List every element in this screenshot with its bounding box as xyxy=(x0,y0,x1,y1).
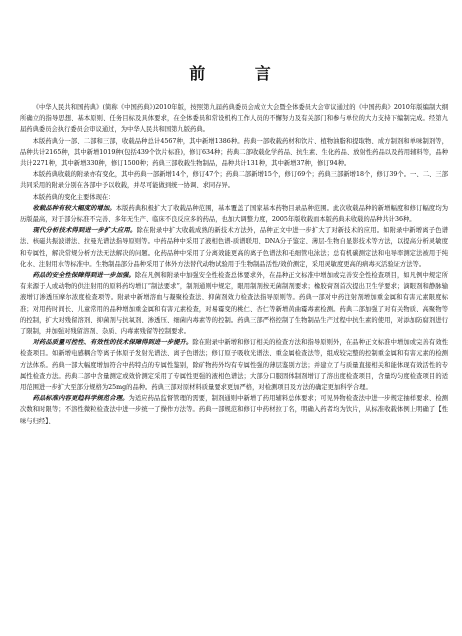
paragraph: 现代分析技术得到进一步扩大应用。除在附录中扩大收载成熟的新技术方法外，品种正文中进一步扩大了对新技术的应用。如附录中新增离子色谱法、核磁共振波谱法、拉曼光谱法指导原则等。中药品种中采用了液相色谱-质谱联用、DNA分子鉴定、薄层-生物自显影技术等方法，以提高分析灵敏度和专属性，解决常规分析方法无法解决的问题。化药品种中采用了分离效能更高的离子色谱法和毛细管电泳法；总有机碳测定法和电导率测定法被用于纯化水、注射用水等标准中。生物制品部分品种采用了体外方法替代动物试验用于生物制品活性/效价测定，采用灵敏度更高的病毒灭活验证方法等。 xyxy=(20,227,449,268)
paragraph: 本版药典分一部、二部和三部，收载品种总计4567种，其中新增1386种。药典一部收载药材和饮片、植物油脂和提取物、成方制剂和单味制剂等，品种共计2165种，其中新增1019种(包括439个饮片标准)，修订634种；药典二部收载化学药品、抗生素、生化药品、放射性药品以及药用辅料等，品种共计2271种，其中新增330种，修订1500种；药典三部收载生物制品，品种共计131种，其中新增37种，修订94种。 xyxy=(20,137,448,168)
paragraph-lead: 药品的安全性保障得到进一步加强。 xyxy=(32,272,135,280)
paragraph: 《中华人民共和国药典》(简称《中国药典》)2010年版，按照第九届药典委员会成立大会暨全体委员大会审议通过的《中国药典》2010年版编制大纲所确立的指导思想、基本原则、任务目标及具体要求，在全体委员和常设机构工作人员的不懈努力及有关部门和参与单位的大力支持下编制完成。经第九届药典委员会执行委员会审议通过，为中华人民共和国第九版药典。 xyxy=(20,104,448,134)
preface-body xyxy=(20,102,448,427)
paragraph: 本版药典的变化主要体现在： xyxy=(32,193,115,201)
paragraph: 收载品种有较大幅度的增加。本版药典积极扩大了收载品种范围，基本覆盖了国家基本药物目录品种范围。此次收载品种的新增幅度和修订幅度均为历版最高，对于部分标准不完善、多年无生产、临床不良反应多的药品，也加大调整力度，2005年版收载而本版药典未收载的品种共计36种。 xyxy=(20,204,449,224)
page-title: 前 言 xyxy=(189,64,293,83)
paragraph-lead: 对药品质量可控性、有效性的技术保障得到进一步提升。 xyxy=(32,339,193,347)
paragraph-lead: 药品标准内容更趋科学规范合理。 xyxy=(32,395,129,403)
paragraph: 对药品质量可控性、有效性的技术保障得到进一步提升。除在附录中新增和修订相关的检查方法和指导原则外，在品种正文标准中增加或完善有效性检查项目。如新增电感耦合等离子体原子发射光谱法、离子色谱法；修订原子吸收光谱法、重金属检查法等，组成较完整的控制重金属和有害元素的检测方法体系。药典一部大幅度增加符合中药特点的专属性鉴别，除矿物药外均有专属性强的薄层鉴别方法；并建立了与质量直接相关和能体现有效活性的专属性检查方法。药典二部中含量测定或效价测定采用了专属性更强的液相色谱法；大部分口服固体制剂增订了溶出度检查项目，含量均匀度检查项目的适用范围进一步扩大至部分规格为25mg的品种。药典三部对原材料质量要求更加严格，对检测项目及方法的确定更加科学合理。 xyxy=(20,339,449,392)
paragraph-lead: 现代分析技术得到进一步扩大应用。 xyxy=(32,227,137,235)
paragraph: 本版药典收载的附录亦有变化，其中药典一部新增14个，修订47个；药典二部新增15个，修订69个；药典三部新增18个，修订39个。一、二、三部共同采用的附录分别在各部中予以收载，并尽可能做到统一协调、求同存异。 xyxy=(20,171,448,190)
paragraph: 药品的安全性保障得到进一步加强。除在凡例和附录中加强安全性检查总体要求外，在品种正文标准中增加或完善安全性检查项目，如凡例中规定所有来源于人或动物的供注射用的原料药均增订“制法要求”，制剂通则中规定，眼用制剂按无菌制剂要求；橡胶膏剂首次提出卫生学要求；滴眼剂和静脉输液增订渗透压摩尔浓度检查项等。附录中新增溶血与凝聚检查法、抑菌剂效力检查法指导原则等。药典一部对中药注射剂增加重金属和有害元素限度标准；对用药时间长、儿童常用的品种增加重金属和有害元素检查，对易霉变的桃仁、杏仁等新增黄曲霉毒素检测。药典二部加强了对有关物质、高聚物等的控制，扩大对残留溶剂、抑菌剂与抗氧剂、渗透压、细菌内毒素等的控制。药典三部严格控制了生物制品生产过程中抗生素的使用，对添加防腐剂进行了限制，并加强对残留溶剂、杂质、内毒素残留等控制要求。 xyxy=(20,272,449,336)
paragraph-lead: 收载品种有较大幅度的增加。 xyxy=(32,204,116,212)
paragraph: 药品标准内容更趋科学规范合理。为适应药品监督管理的需要，制剂通则中新增了药用辅料总体要求；可见异物检查法中进一步规定抽样要求、检测次数和时限等；不溶性微粒检查法中进一步统一了操作方法等。药典一部规范和修订中药材拉丁名，明确入药者均为饮片，从标准收载体例上明确了【性味与归经】、 xyxy=(20,395,449,425)
